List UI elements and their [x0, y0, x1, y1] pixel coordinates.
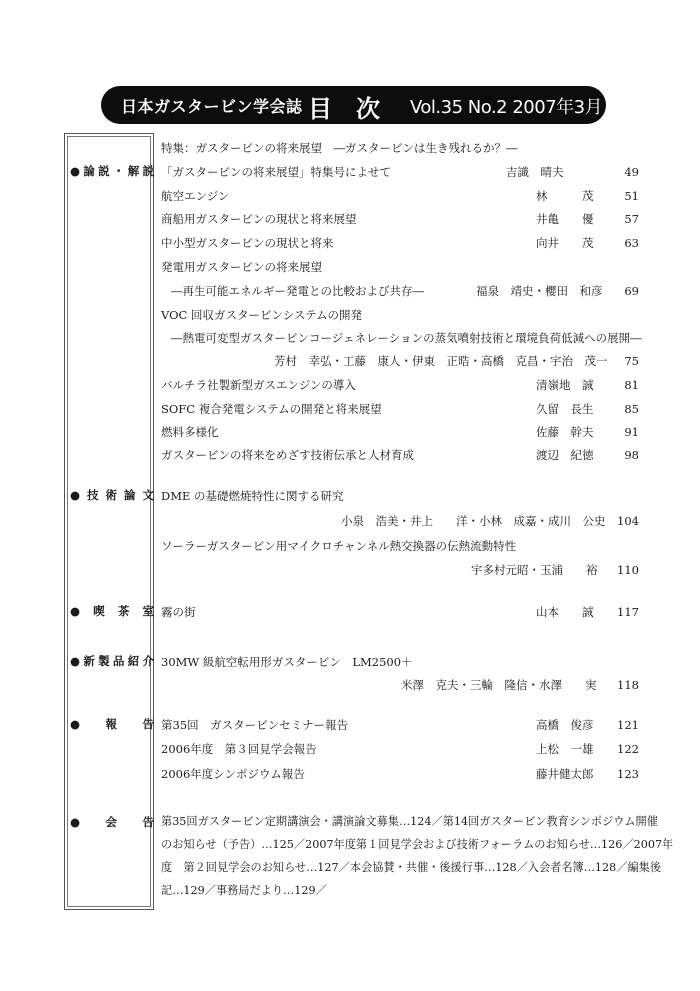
- entry-page: 98: [624, 448, 639, 462]
- entry-author: 井亀 優: [536, 212, 594, 226]
- toc-entry[interactable]: [161, 187, 639, 205]
- journal-name: 日本ガスタービン学会誌: [121, 97, 303, 116]
- entry-subtitle: ―再生可能エネルギー発電との比較および共存―: [171, 284, 424, 298]
- toc-entry[interactable]: [161, 716, 639, 734]
- entry-title: 第35回 ガスタービンセミナー報告: [161, 718, 349, 732]
- toc-entry-title-only[interactable]: [161, 258, 639, 276]
- toc-entry[interactable]: [161, 210, 639, 228]
- entry-author: 高橋 俊彦: [536, 718, 594, 732]
- entry-title: 航空エンジン: [161, 189, 230, 203]
- entry-page: 81: [624, 378, 639, 392]
- entry-title: SOFC 複合発電システムの開発と将来展望: [161, 402, 382, 416]
- entry-title: 2006年度 第３回見学会報告: [161, 742, 317, 756]
- entry-page: 69: [624, 284, 639, 298]
- section-column-inner-frame: [67, 136, 151, 907]
- entry-page: 57: [624, 212, 639, 226]
- toc-entry[interactable]: [161, 765, 639, 783]
- entry-author: 久留 長生: [536, 402, 594, 416]
- toc-entry[interactable]: [161, 423, 639, 441]
- entry-author: 藤井健太郎: [536, 767, 594, 781]
- section-label-shinseihin: ●新製品紹介: [70, 654, 154, 668]
- entry-page: 91: [624, 425, 639, 439]
- notice-line: 度 第２回見学会のお知らせ…127／本会協賛・共催・後援行事…128／入会者名簿…128／編集後: [161, 861, 662, 874]
- entry-author: 小泉 浩美・井上 洋・小林 成嘉・成川 公史: [341, 514, 606, 528]
- section-label-houkoku: ●報告: [70, 717, 154, 731]
- entry-page: 51: [624, 189, 639, 203]
- toc-entry[interactable]: [161, 603, 639, 621]
- notice-line: のお知らせ（予告）…125／2007年度第１回見学会および技術フォーラムのお知らせ…126／2007年: [161, 838, 674, 851]
- masthead: [101, 86, 606, 124]
- toc-entry[interactable]: [161, 446, 639, 464]
- entry-author: 芳村 幸弘・工藤 康人・伊東 正晧・高橋 克昌・宇治 茂一: [274, 354, 608, 368]
- entry-page: 121: [617, 718, 639, 732]
- section-label-ronsetsu: ●論説・解説: [70, 164, 154, 178]
- entry-author: 宇多村元昭・玉浦 裕: [471, 563, 598, 577]
- entry-title: 霧の街: [161, 605, 196, 619]
- entry-page: 118: [617, 678, 639, 692]
- entry-author: 上松 一雄: [536, 742, 594, 756]
- entry-page: 110: [617, 563, 639, 577]
- entry-author: 渡辺 紀徳: [536, 448, 594, 462]
- entry-page: 117: [617, 605, 639, 619]
- page-title: 目次: [308, 95, 404, 123]
- entry-page: 104: [617, 514, 639, 528]
- entry-author: 福泉 靖史・櫻田 和彦: [476, 284, 603, 298]
- entry-title: 「ガスタービンの将来展望」特集号によせて: [161, 165, 391, 179]
- toc-entry[interactable]: [161, 234, 639, 252]
- entry-page: 122: [617, 742, 639, 756]
- special-feature-heading: 特集：ガスタービンの将来展望 ―ガスタービンは生き残れるか？―: [161, 141, 518, 155]
- section-label-kaikoku: ●会告: [70, 815, 154, 829]
- toc-entry[interactable]: [161, 376, 639, 394]
- toc-entry[interactable]: [161, 400, 639, 418]
- toc-entry[interactable]: [161, 352, 639, 370]
- entry-page: 63: [624, 236, 639, 250]
- entry-author: 林 茂: [536, 189, 594, 203]
- entry-title: バルチラ社製新型ガスエンジンの導入: [161, 378, 356, 392]
- toc-entry-title-only[interactable]: [161, 487, 639, 505]
- notice-line: 第35回ガスタービン定期講演会・講演論文募集…124／第14回ガスタービン教育シンポジウム開催: [161, 815, 658, 828]
- entry-title: 30MW 級航空転用形ガスタービン LM2500＋: [161, 655, 413, 669]
- section-column-frame: [64, 133, 154, 910]
- entry-title: 商船用ガスタービンの現状と将来展望: [161, 212, 357, 226]
- entry-title: 中小型ガスタービンの現状と将来: [161, 236, 334, 250]
- entry-page: 75: [624, 354, 639, 368]
- entry-page: 49: [624, 165, 639, 179]
- section-label-gijutsu: ●技術論文: [70, 488, 154, 502]
- entry-title: 発電用ガスタービンの将来展望: [161, 260, 322, 274]
- entry-subtitle: ―熱電可変型ガスタービンコージェネレーションの蒸気噴射技術と環境負荷低減への展開―: [171, 331, 642, 345]
- entry-author: 清嶺地 誠: [536, 378, 594, 392]
- entry-title: ガスタービンの将来をめざす技術伝承と人材育成: [161, 448, 414, 462]
- entry-author: 佐藤 幹夫: [536, 425, 594, 439]
- notice-line: 記…129／事務局だより…129／: [161, 884, 327, 897]
- entry-author: 山本 誠: [536, 605, 594, 619]
- entry-title: ソーラーガスタービン用マイクロチャンネル熱交換器の伝熱流動特性: [161, 539, 517, 553]
- entry-page: 123: [617, 767, 639, 781]
- entry-author: 吉識 晴夫: [506, 165, 564, 179]
- section-label-kissa: ●喫茶室: [70, 604, 154, 618]
- volume-info: Vol.35 No.2 2007年3月: [410, 97, 603, 118]
- toc-entry-title-only[interactable]: [161, 306, 639, 324]
- entry-author: 向井 茂: [536, 236, 594, 250]
- toc-entry-subtitle-only[interactable]: [161, 329, 642, 347]
- toc-entry-title-only[interactable]: [161, 653, 639, 671]
- toc-entry-title-only[interactable]: [161, 537, 639, 555]
- toc-entry[interactable]: [161, 163, 639, 181]
- entry-page: 85: [624, 402, 639, 416]
- entry-title: 燃料多様化: [161, 425, 219, 439]
- toc-entry[interactable]: [161, 512, 639, 530]
- toc-entry[interactable]: [161, 676, 639, 694]
- entry-title: 2006年度シンポジウム報告: [161, 767, 305, 781]
- toc-entry[interactable]: [161, 740, 639, 758]
- entry-author: 米澤 克夫・三輪 隆信・水澤 実: [401, 678, 597, 692]
- toc-entry[interactable]: [161, 561, 639, 579]
- toc-entry[interactable]: [161, 282, 639, 300]
- entry-title: VOC 回収ガスタービンシステムの開発: [161, 308, 363, 322]
- entry-title: DME の基礎燃焼特性に関する研究: [161, 489, 344, 503]
